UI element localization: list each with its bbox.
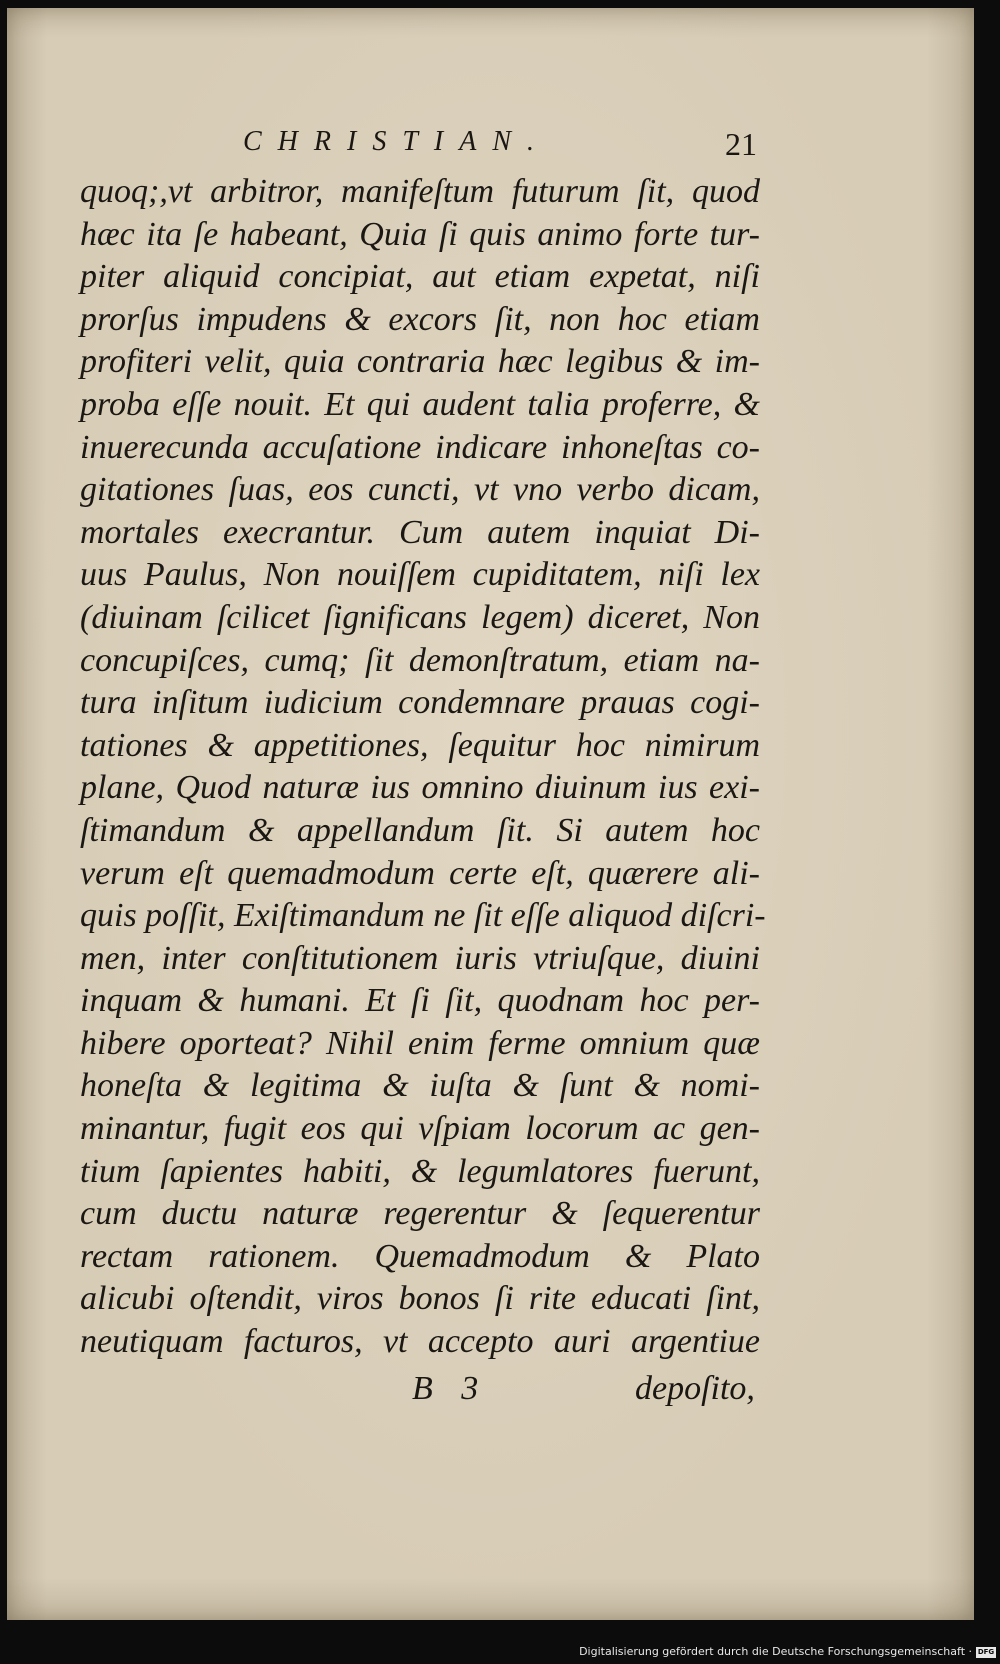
text-line: neutiquam facturos, vt accepto auri argentiue — [80, 1323, 760, 1361]
text-line: quoq;,vt arbitror, manifeſtum futurum ſit, quod — [80, 173, 760, 210]
text-line: tium ſapientes habiti, & legumlatores fuerunt, — [80, 1152, 760, 1190]
catchword: depoſito, — [635, 1370, 755, 1407]
running-title: CHRISTIAN. — [243, 126, 550, 157]
text-line: concupiſces, cumq; ſit demonſtratum, etiam na- — [80, 641, 760, 679]
text-line: men, inter conſtitutionem iuris vtriuſque, diuini — [80, 939, 760, 977]
text-line: plane, Quod naturæ ius omnino diuinum ius exi- — [80, 769, 760, 807]
signature-mark: B 3 — [412, 1370, 489, 1407]
digitization-credit: Digitalisierung gefördert durch die Deutsche Forschungsgemeinschaft · — [579, 1645, 972, 1658]
text-line: inuerecunda accuſatione indicare inhoneſtas co- — [80, 428, 760, 466]
dfg-logo: DFG — [977, 1648, 995, 1656]
book-page — [7, 8, 974, 1620]
text-line: (diuinam ſcilicet ſignificans legem) diceret, Non — [80, 598, 760, 636]
text-line: minantur, fugit eos qui vſpiam locorum ac gen- — [80, 1110, 760, 1148]
text-line: alicubi oſtendit, viros bonos ſi rite educati ſint, — [80, 1280, 760, 1318]
text-line: rectam rationem. Quemadmodum & Plato — [80, 1237, 760, 1275]
text-line: proba eſſe nouit. Et qui audent talia proferre, & — [80, 385, 760, 423]
text-line: mortales execrantur. Cum autem inquiat Di- — [80, 513, 760, 551]
text-line: hæc ita ſe habeant, Quia ſi quis animo forte tur- — [80, 215, 760, 253]
text-line: tura inſitum iudicium condemnare prauas cogi- — [80, 684, 760, 722]
body-text — [80, 171, 766, 1364]
text-line: hibere oporteat? Nihil enim ferme omnium quæ — [80, 1024, 760, 1062]
text-line: inquam & humani. Et ſi ſit, quodnam hoc per- — [80, 982, 760, 1020]
text-line: profiteri velit, quia contraria hæc legibus & im- — [80, 343, 760, 381]
text-line: tationes & appetitiones, ſequitur hoc nimirum — [80, 726, 760, 764]
text-line: quis poſſit, Exiſtimandum ne ſit eſſe aliquod diſcri- — [80, 897, 766, 935]
page-number: 21 — [725, 126, 757, 162]
text-line: verum eſt quemadmodum certe eſt, quærere ali- — [80, 854, 760, 892]
text-line: piter aliquid concipiat, aut etiam expetat, niſi — [80, 258, 760, 296]
text-line: honeſta & legitima & iuſta & ſunt & nomi- — [80, 1067, 760, 1105]
text-line: prorſus impudens & excors ſit, non hoc etiam — [80, 300, 760, 338]
text-line: uus Paulus, Non nouiſſem cupiditatem, niſi lex — [80, 556, 760, 594]
text-line: cum ductu naturæ regerentur & ſequerentur — [80, 1195, 760, 1233]
text-line: ſtimandum & appellandum ſit. Si autem hoc — [80, 811, 760, 849]
text-line: gitationes ſuas, eos cuncti, vt vno verbo dicam, — [80, 471, 760, 509]
